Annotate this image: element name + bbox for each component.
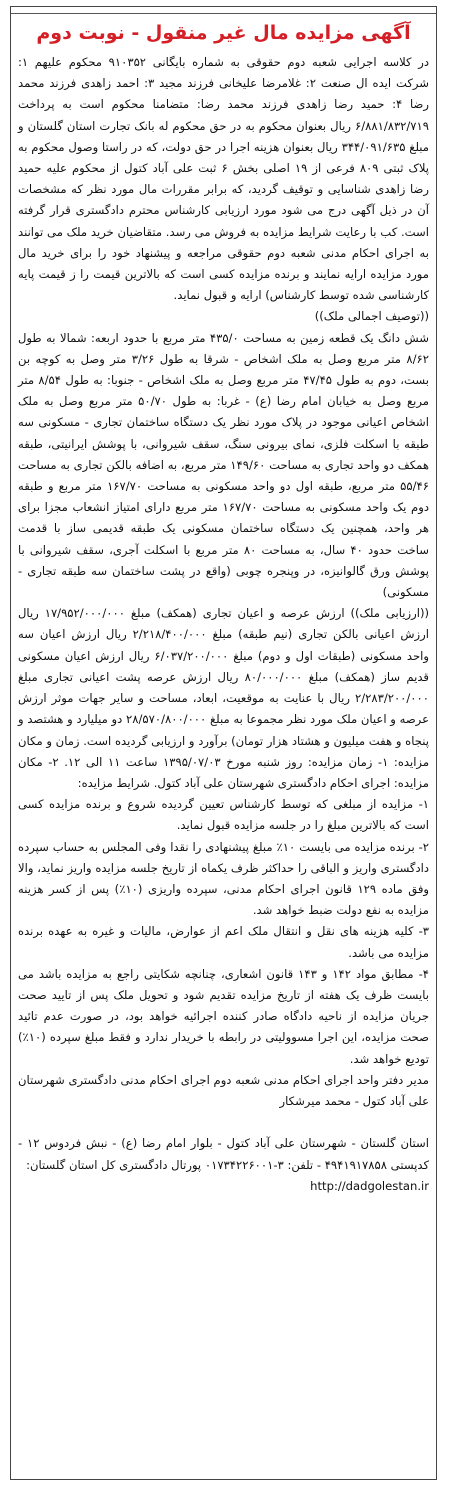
condition-item: ۳- کلیه هزینه های نقل و انتقال ملک اعم از عوارض، مالیات و غیره به عهده برنده مزایده می باشد. <box>18 924 429 960</box>
address-block <box>18 1112 429 1197</box>
intro-paragraph: در کلاسه اجرایی شعبه دوم حقوقی به شماره بایگانی ۹۱۰۳۵۲ محکوم علیهم ۱: شرکت ایده ال صنعت ۲: غلامرضا علیخانی فرزند مجید ۳: احمد زاهدی فرزند محمد رضا ۴: حمید رضا زاهدی فرزند محمد رضا: متضامنا محکوم است به پرداخت ۶/۸۸۱/۸۳۲/۷۱۹ ریال بعنوان محکوم به در حق محکوم له بانک تجارت استان گلستان و مبلغ ۳۴۴/۰۹۱/۶۳۵ ریال بعنوان هزینه اجرا در حق دولت، که در راستا وصول محکوم به پلاک ثبتی ۸۰۹ فرعی از ۱۹ اصلی بخش ۶ ثبت علی آباد کتول از محکوم علیه حمید رضا زاهدی شناسایی و توقیف گردید، که برابر مقررات مال مورد نظر که مشخصات آن در ذیل آگهی درج می شود مورد ارزیابی کارشناس محترم دادگستری قرار گرفته است. کب با رعایت شرایط مزایده به فروش می رسد. متقاضیان خرید ملک می توانند به اجرای احکام مدنی شعبه دوم حقوقی مراجعه و پیشنهاد خود را برای خرید مال مورد مزایده ارایه نمایند و برنده مزایده کسی است که بالاترین قیمت را ز قیمت پایه کارشناسی شده توسط کارشناس) ارایه و قبول نماید. <box>18 55 430 303</box>
valuation-paragraph: ((ارزیابی ملک)) ارزش عرصه و اعیان تجاری (همکف) مبلغ ۱۷/۹۵۲/۰۰۰/۰۰۰ ریال ارزش اعیانی بالکن تجاری (نیم طبقه) مبلغ ۲/۲۱۸/۴۰۰/۰۰۰ ریال ارزش اعیان سه واحد مسکونی (طبقات اول و دوم) مبلغ ۶/۰۳۷/۲۰۰/۰۰۰ ریال ارزش اعیان مسکونی قدیم ساز (همکف) مبلغ ۸۰/۰۰۰/۰۰۰ ریال ارزش عرصه پشت اعیانی تجاری مبلغ ۲/۲۸۳/۲۰۰/۰۰۰ ریال با عنایت به موقعیت، ابعاد، مساحت و سایر جهات موثر ارزش عرصه و اعیان ملک مورد نظر مجموعا به مبلغ ۲۸/۵۷۰/۸۰۰/۰۰۰ دو میلیارد و هشتصد و پنجاه و هفت میلیون و هشتاد هزار تومان) برآورد و ارزیابی گردیده است. زمان و مکان مزایده: ۱- زمان مزایده: روز شنبه مورخ ۱۳۹۵/۰۷/۰۳ ساعت ۱۱ الی ۱۲. ۲- مکان مزایده: اجرای احکام دادگستری شهرستان علی آباد کتول. شرایط مزایده: <box>18 606 430 790</box>
top-divider <box>11 9 436 14</box>
property-description: شش دانگ یک قطعه زمین به مساحت ۴۳۵/۰ متر مربع با حدود اربعه: شمالا به طول ۸/۶۲ متر مربع وصل به ملک اشخاص - شرقا به طول ۳/۲۶ متر وصل به کوچه بن بست، دوم به طول ۴۷/۴۵ متر مربع وصل به ملک اشخاص - جنوبا: به طول ۸/۵۴ متر مربع وصل به خیابان امام رضا (ع) - غربا: به طول ۵۰/۷۰ متر مربع وصل به ملک اشخاص اعیانی موجود در پلاک مورد نظر یک دستگاه ساختمان تجاری - مسکونی سه طبقه با اسکلت فلزی، نمای بیرونی سنگ، سقف شیروانی، با پوشش ایرانیتی، طبقه همکف دو واحد تجاری به مساحت ۱۴۹/۶۰ متر مربع، به اضافه بالکن تجاری به مساحت ۵۵/۴۶ متر مربع، طبقه اول دو واحد مسکونی به مساحت ۱۶۷/۷۰ متر مربع و طبقه دوم یک واحد مسکونی به مساحت ۱۶۷/۷۰ متر مربع دارای امتیاز انشعاب مجزا برای هر واحد، همچنین یک دستگاه ساختمان مسکونی یک طبقه قدیمی ساز با قدمت ساخت حدود ۴۰ سال، به مساحت ۸۰ متر مربع با اسکلت آجری، سقف شیروانی با پوشش ورق گالوانیزه، در وپنجره چوبی (واقع در پشت ساختمان سه طبقه تجاری - مسکونی) <box>18 330 429 600</box>
notice-title: آگهی مزایده مال غیر منقول - نوبت دوم <box>36 22 411 44</box>
address-text: استان گلستان - شهرستان علی آباد کتول - بلوار امام رضا (ع) - نبش فردوس ۱۲ - کدپستی ۴۹۴۱۹۱۷۸۵۸ - تلفن: ۳-۰۱۷۳۴۲۲۶۰۰۱ پورتال دادگستری کل استان گلستان: <box>18 1136 429 1172</box>
condition-item: ۱- مزایده از مبلغی که توسط کارشناس تعیین گردیده شروع و برنده مزایده کسی است که بالاترین مبلغ را در جلسه مزایده قبول نماید. <box>18 797 429 833</box>
auction-notice <box>10 6 437 1480</box>
portal-url[interactable]: http://dadgolestan.ir <box>310 1178 429 1193</box>
signature-block: مدیر دفتر واحد اجرای احکام مدنی شعبه دوم اجرای احکام مدنی دادگستری شهرستان علی آباد کتول - محمد میرشکار <box>18 1072 429 1108</box>
conditions-list <box>18 794 429 1070</box>
condition-item: ۴- مطابق مواد ۱۴۲ و ۱۴۳ قانون اشعاری، چنانچه شکایتی راجع به مزایده باشد می بایست ظرف یک هفته از تاریخ مزایده تقدیم شود و تحویل ملک پس از تایید صحت جریان مزایده از ناحیه دادگاه صادر کننده اجرائیه خواهد بود، در صورت عدم تائید صحت مزایده، این اجرا مسوولیتی در رابطه با خریدار ندارد و فقط مبلغ سپرده (۱۰٪) تودیع خواهد شد. <box>18 966 429 1066</box>
description-heading: ((توصیف اجمالی ملک)) <box>314 309 429 324</box>
condition-item: ۲- برنده مزایده می بایست ۱۰٪ مبلغ پیشنهادی را نقدا وفی المجلس به حساب سپرده دادگستری واریز و الباقی را حداکثر ظرف یکماه از تاریخ جلسه مزایده واریز نماید، والا وفق ماده ۱۲۹ قانون اجرای احکام مدنی، سپرده واریزی (۱۰٪) پس از کسر هزینه مزایده به نفع دولت ضبط خواهد شد. <box>18 839 430 918</box>
